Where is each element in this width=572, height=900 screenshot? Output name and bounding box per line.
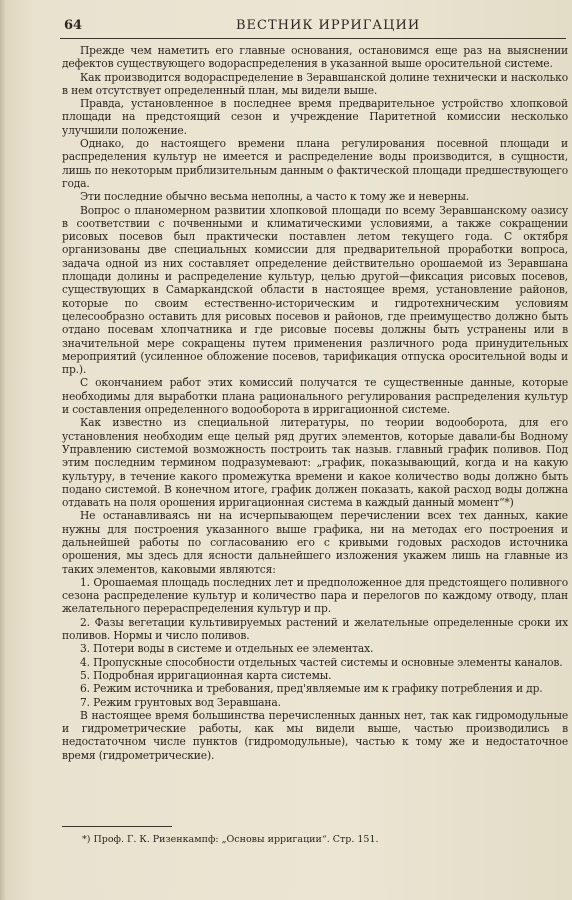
list-item: 1. Орошаемая площадь последних лет и предположенное для предстоящего поливного сезона распределение культур и количество пара и перелогов по каждому отводу, план желательного перераспределения культур и пр.	[62, 575, 568, 616]
paragraph: Прежде чем наметить его главные основания, остановимся еще раз на выяснении дефектов существующего водораспределения в указанной выше оросительной системе.	[62, 44, 568, 71]
footnote: *) Проф. Г. К. Ризенкампф: „Основы ирригации“. Стр. 151.	[82, 834, 379, 845]
paragraph: Эти последние обычно весьма неполны, а часто к тому же и неверны.	[80, 190, 470, 204]
closing-paragraph: В настоящее время большинства перечисленных данных нет, так как гидромодульные и гидрометрические работы, как мы видели выше, частью производились в недостаточном числе пунктов (гидромодульные), частью к тому же и недостаточное время (гидрометрические).	[62, 708, 568, 762]
list-item: 2. Фазы вегетации культивируемых растений и желательные определенные сроки их поливов. Нормы и число поливов.	[62, 615, 568, 643]
paragraph: Как известно из специальной литературы, по теории водооборота, для его установления необходим еще целый ряд других элементов, которые давали-бы Водному Управлению системой возможность построить так назыв. главный график поливов. Под этим последним термином подразумевают: „график, показывающий, когда и на какую культуру, в течение какого промежутка времени и какое количество воды должно быть подано системой. В конечном итоге, график должен показать, какой расход воды должна отдавать на поля орошения ирригационная система в каждый данный момент“*)	[62, 416, 568, 510]
footnote-rule	[62, 826, 172, 827]
page-number: 64	[64, 18, 83, 33]
header-rule	[60, 38, 566, 39]
list-item: 3. Потери воды в системе и отдельных ее элементах.	[80, 642, 374, 656]
paragraph: С окончанием работ этих комиссий получатся те существенные данные, которые необходимы для выработки плана рационального регулирования распределения культур и составления определенного водооборота в ирригационной системе.	[62, 376, 568, 417]
page-body	[62, 44, 568, 762]
running-title: ВЕСТНИК ИРРИГАЦИИ	[236, 18, 421, 33]
paragraph: Не останавливаясь ни на исчерпывающем перечислении всех тех данных, какие нужны для построения указанного выше графика, ни на методах его построения и дальнейшей работы по согласованию его с кривыми годовых расходов источника орошения, мы здесь для ясности дальнейшего изложения укажем лишь на главные из таких элементов, каковыми являются:	[62, 509, 568, 576]
list-item: 5. Подробная ирригационная карта системы.	[80, 668, 332, 682]
page-edge-shadow	[0, 0, 6, 900]
paragraph: Вопрос о планомерном развитии хлопковой площади по всему Зеравшанскому оазису в соответствии с почвенными и климатическими условиями, а также сокращении рисовых посевов был практически поставлен летом текущего года. С октября организованы две специальных комиссии для предварительной проработки вопроса, задача одной из них составляет определение действительно орошаемой из Зеравшана площади долины и распределение культур, целью другой—фиксация рисовых посевов, существующих в Самаркандской области в настоящее время, установление районов, которые по своим естественно-историческим и гидротехническим условиям целесообразно оставить для рисовых посевов и районов, где преимущество должно быть отдано посевам хлопчатника и где рисовые посевы должны быть устранены или в значительной мере сокращены путем применения различного рода принудительных мероприятий (усиленное обложение посевов, тарификация отпуска оросительной воды и пр.).	[62, 203, 568, 377]
page-header	[58, 14, 564, 36]
list-item: 7. Режим грунтовых вод Зеравшана.	[80, 695, 281, 709]
paragraph: Однако, до настоящего времени плана регулирования посевной площади и распределения культур не имеется и распределение воды производится, в сущности, лишь по некоторым приблизительным данным о фактической площади предшествующего года.	[62, 137, 568, 190]
list-item: 6. Режим источника и требования, пред'являемые им к графику потребления и др.	[80, 682, 543, 696]
paragraph: Правда, установленное в последнее время предварительное устройство хлопковой площади на предстоящий сезон и учреждение Паритетной комиссии несколько улучшили положение.	[62, 97, 568, 137]
list-item: 4. Пропускные способности отдельных частей системы и основные элементы каналов.	[80, 655, 563, 669]
paragraph: Как производится водораспределение в Зеравшанской долине технически и насколько в нем отсутствует определенный план, мы видели выше.	[62, 70, 568, 97]
